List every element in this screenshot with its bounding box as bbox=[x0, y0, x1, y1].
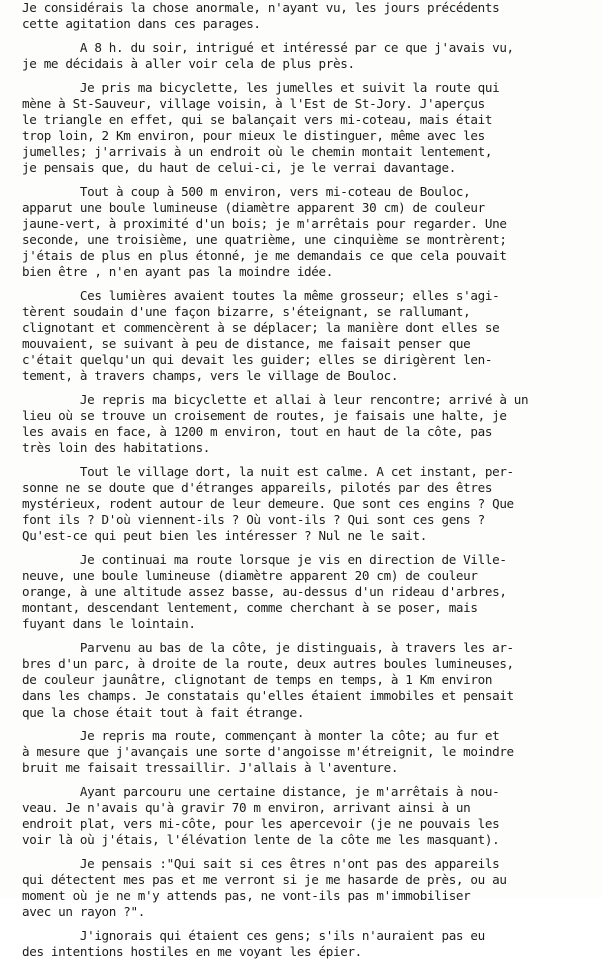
text-line: je pensais que, du haut de celui-ci, je le verrai davantage. bbox=[22, 160, 456, 176]
text-line: orange, à une altitude assez basse, au-dessus d'un rideau d'arbres, bbox=[22, 584, 507, 600]
text-line: très loin des habitations. bbox=[22, 440, 211, 456]
paragraph-gap bbox=[22, 280, 590, 288]
text-line: Tout à coup à 500 m environ, vers mi-coteau de Bouloc, bbox=[22, 183, 471, 199]
text-line: cette agitation dans ces parages. bbox=[22, 16, 261, 32]
paragraph-gap bbox=[22, 384, 590, 392]
paragraph-gap bbox=[22, 848, 590, 856]
text-line: c'était quelqu'un qui devait les guider; elles se dirigèrent len- bbox=[22, 352, 493, 368]
paragraph bbox=[22, 80, 590, 177]
paragraph bbox=[22, 856, 590, 920]
text-line: seconde, une troisième, une quatrième, une cinquième se montrèrent; bbox=[22, 232, 507, 247]
text-line: montant, descendant lentement, comme cherchant à se poser, mais bbox=[22, 600, 478, 616]
text-line: Tout le village dort, la nuit est calme. A cet instant, per- bbox=[22, 464, 514, 479]
text-line: de couleur jaunâtre, clignotant de temps en temps, à 1 Km environ bbox=[22, 672, 493, 688]
text-line: clignotant et commencèrent à se déplacer; la manière dont elles se bbox=[22, 320, 500, 336]
text-line: lieu où se trouve un croisement de routes, je faisais une halte, je bbox=[22, 408, 507, 424]
text-line: le triangle en effet, qui se balançait vers mi-coteau, mais était bbox=[22, 111, 493, 127]
document-text bbox=[22, 0, 590, 960]
text-line: font ils ? D'où viennent-ils ? Où vont-ils ? Qui sont ces gens ? bbox=[22, 512, 485, 528]
text-line: bien être , n'en ayant pas la moindre idée. bbox=[22, 264, 333, 280]
paragraph bbox=[22, 392, 590, 456]
paragraph bbox=[22, 288, 590, 385]
text-line: tement, à travers champs, vers le village de Bouloc. bbox=[22, 368, 399, 384]
paragraph bbox=[22, 784, 590, 848]
text-line: fuyant dans le lointain. bbox=[22, 616, 196, 632]
text-line: sonne ne se doute que d'étranges appareils, pilotés par des êtres bbox=[22, 480, 493, 496]
text-line: Je considérais la chose anormale, n'ayant vu, les jours précédents bbox=[22, 0, 500, 15]
text-line: mystérieux, rodent autour de leur demeure. Que sont ces engins ? Que bbox=[22, 496, 514, 512]
text-line: que la chose était tout à fait étrange. bbox=[22, 704, 305, 720]
paragraph bbox=[22, 464, 590, 544]
text-line: veau. Je n'avais qu'à gravir 70 m environ, arrivant ainsi à un bbox=[22, 800, 471, 816]
text-line: Qu'est-ce qui peut bien les intéresser ? Nul ne le sait. bbox=[22, 528, 427, 544]
text-line: je me décidais à aller voir cela de plus près. bbox=[22, 55, 355, 71]
paragraph-gap bbox=[22, 32, 590, 40]
text-line: dans les champs. Je constatais qu'elles étaient immobiles et pensait bbox=[22, 688, 514, 704]
text-line: apparut une boule lumineuse (diamètre apparent 30 cm) de couleur bbox=[22, 199, 485, 215]
paragraph-gap bbox=[22, 72, 590, 80]
text-line: tèrent soudain d'une façon bizarre, s'éteignant, se rallumant, bbox=[22, 303, 471, 319]
text-line: à mesure que j'avançais une sorte d'angoisse m'étreignit, le moindre bbox=[22, 744, 514, 760]
text-line: mouvaient, se suivant à peu de distance, me faisait penser que bbox=[22, 336, 471, 352]
paragraph-gap bbox=[22, 776, 590, 784]
paragraph-gap bbox=[22, 920, 590, 928]
text-line: des intentions hostiles en me voyant les épier. bbox=[22, 944, 362, 960]
text-line: mène à St-Sauveur, village voisin, à l'Est de St-Jory. J'aperçus bbox=[22, 95, 485, 111]
text-line: endroit plat, vers mi-côte, pour les apercevoir (je ne pouvais les bbox=[22, 816, 500, 832]
text-line: jaune-vert, à proximité d'un bois; je m'arrêtais pour regarder. Une bbox=[22, 215, 507, 231]
paragraph-gap bbox=[22, 633, 590, 641]
text-line: j'étais de plus en plus étonné, je me demandais ce que cela pouvait bbox=[22, 248, 507, 264]
paragraph bbox=[22, 0, 590, 32]
text-line: Je pris ma bicyclette, les jumelles et suivit la route qui bbox=[22, 79, 500, 95]
paragraph bbox=[22, 552, 590, 632]
paragraph bbox=[22, 928, 590, 960]
text-line: J'ignorais qui étaient ces gens; s'ils n'auraient pas eu bbox=[22, 928, 485, 943]
paragraph-gap bbox=[22, 721, 590, 729]
paragraph-gap bbox=[22, 456, 590, 464]
text-line: neuve, une boule lumineuse (diamètre apparent 20 cm) de couleur bbox=[22, 568, 478, 584]
text-line: bres d'un parc, à droite de la route, deux autres boules lumineuses, bbox=[22, 656, 514, 672]
text-line: avec un rayon ?". bbox=[22, 904, 145, 920]
text-line: Ayant parcouru une certaine distance, je m'arrêtais à nou- bbox=[22, 784, 500, 800]
text-line: Je repris ma route, commençant à monter la côte; au fur et bbox=[22, 728, 500, 744]
text-line: A 8 h. du soir, intrigué et intéressé par ce que j'avais vu, bbox=[22, 39, 514, 55]
text-line: Je repris ma bicyclette et allai à leur rencontre; arrivé à un bbox=[22, 392, 529, 408]
paragraph-gap bbox=[22, 544, 590, 552]
paragraph bbox=[22, 640, 590, 720]
text-line: bruit me faisait tressaillir. J'allais à l'aventure. bbox=[22, 760, 399, 776]
text-line: les avais en face, à 1200 m environ, tout en haut de la côte, pas bbox=[22, 424, 493, 440]
text-line: voir là où j'étais, l'élévation lente de la côte me les masquant). bbox=[22, 832, 500, 848]
text-line: Je pensais :"Qui sait si ces êtres n'ont pas des appareils bbox=[22, 856, 500, 872]
paragraph bbox=[22, 728, 590, 776]
paragraph bbox=[22, 184, 590, 281]
text-line: Je continuai ma route lorsque je vis en direction de Ville- bbox=[22, 552, 507, 568]
paragraph-gap bbox=[22, 176, 590, 184]
text-line: moment où je ne m'y attends pas, ne vont-ils pas m'immobiliser bbox=[22, 888, 471, 904]
text-line: jumelles; j'arrivais à un endroit où le chemin montait lentement, bbox=[22, 143, 493, 159]
text-line: qui détectent mes pas et me verront si je me hasarde de près, ou au bbox=[22, 872, 507, 888]
text-line: Parvenu au bas de la côte, je distinguais, à travers les ar- bbox=[22, 640, 514, 656]
paragraph bbox=[22, 40, 590, 72]
text-line: Ces lumières avaient toutes la même grosseur; elles s'agi- bbox=[22, 287, 500, 303]
text-line: trop loin, 2 Km environ, pour mieux le distinguer, même avec les bbox=[22, 127, 485, 143]
